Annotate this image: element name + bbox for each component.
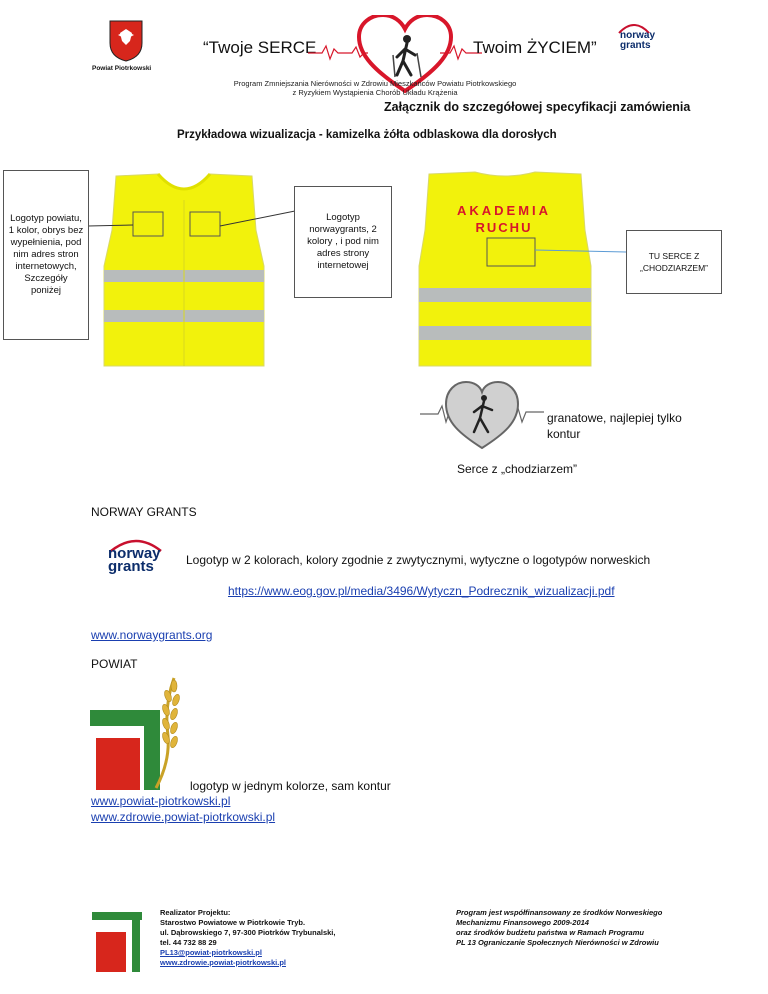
powiat-heading: POWIAT — [91, 657, 138, 671]
footer-right-line-4: PL 13 Ograniczanie Społecznych Nierówności w Zdrowiu — [456, 938, 659, 947]
footer-left-line-2: Starostwo Powiatowe w Piotrkowie Tryb. — [160, 918, 306, 927]
vest-back-text-line2: RUCHU — [475, 220, 533, 235]
footer-right-line-1: Program jest współfinansowany ze środków Norweskiego — [456, 908, 663, 917]
heart-side-text: granatowe, najlepiej tylko kontur — [547, 411, 682, 441]
footer-right-line-3: oraz środków budżetu państwa w Ramach Programu — [456, 928, 644, 937]
powiat-logo-icon — [90, 676, 190, 794]
program-line-2: z Ryzykiem Wystąpienia Chorób Układu Krążenia — [292, 88, 458, 97]
norway-site-link[interactable]: www.norwaygrants.org — [91, 628, 213, 642]
footer-left-line-1: Realizator Projektu: — [160, 908, 231, 917]
program-line-1: Program Zmniejszania Nierówności w Zdrowiu Mieszkańców Powiatu Piotrkowskiego — [233, 79, 517, 88]
visualization-caption: Przykładowa wizualizacja - kamizelka żółta odblaskowa dla dorosłych — [177, 129, 557, 141]
footer-left-line-3: ul. Dąbrowskiego 7, 97-300 Piotrków Trybunalski, — [160, 928, 336, 937]
footer-right-line-2: Mechanizmu Finansowego 2009-2014 — [456, 918, 589, 927]
footer-powiat-logo-icon — [92, 912, 152, 974]
powiat-link-2[interactable]: www.zdrowie.powiat-piotrkowski.pl — [91, 810, 276, 824]
powiat-description: logotyp w jednym kolorze, sam kontur — [190, 779, 391, 793]
callout-heart-walker: TU SERCE Z „CHODZIARZEM” — [626, 230, 722, 294]
norway-description: Logotyp w 2 kolorach, kolory zgodnie z zwytycznymi, wytyczne o logotypów norweskich — [186, 553, 651, 567]
footer-right — [456, 908, 662, 948]
norway-heading: NORWAY GRANTS — [91, 505, 197, 519]
county-label: Powiat Piotrkowski — [92, 65, 152, 72]
callout-norway-logo: Logotyp norwaygrants, 2 kolory , i pod nim adres strony internetowej — [294, 186, 392, 298]
footer-left — [160, 908, 335, 968]
footer-left-line-4: tel. 44 732 88 29 — [160, 938, 217, 947]
norway-grants-small-line1: norway — [620, 30, 656, 41]
footer-left-website[interactable]: www.zdrowie.powiat-piotrkowski.pl — [160, 958, 286, 967]
norway-logo-line2: grants — [108, 558, 154, 575]
norway-guide-link[interactable]: https://www.eog.gov.pl/media/3496/Wytyczn_Podrecznik_wizualizacji.pdf — [228, 584, 615, 598]
vest-back-text-line1: AKADEMIA — [456, 203, 552, 218]
footer-left-email[interactable]: PL13@powiat-piotrkowski.pl — [160, 948, 262, 957]
heart-caption: Serce z „chodziarzem” — [457, 462, 578, 476]
callout-county-logo: Logotyp powiatu, 1 kolor, obrys bez wypełnienia, pod nim adres stron internetowych, Szczegóły poniżej — [3, 170, 89, 340]
header-title-left: “Twoje SERCE — [203, 38, 317, 57]
norway-logo-line1: norway — [108, 545, 161, 562]
annex-title: Załącznik do szczegółowej specyfikacji zamówienia — [384, 100, 691, 114]
norway-grants-small-line2: grants — [620, 40, 651, 51]
heart-walker-grey-icon — [420, 378, 544, 450]
header-title-right: Twoim ŻYCIEM” — [473, 38, 597, 57]
powiat-link-1[interactable]: www.powiat-piotrkowski.pl — [91, 794, 231, 808]
